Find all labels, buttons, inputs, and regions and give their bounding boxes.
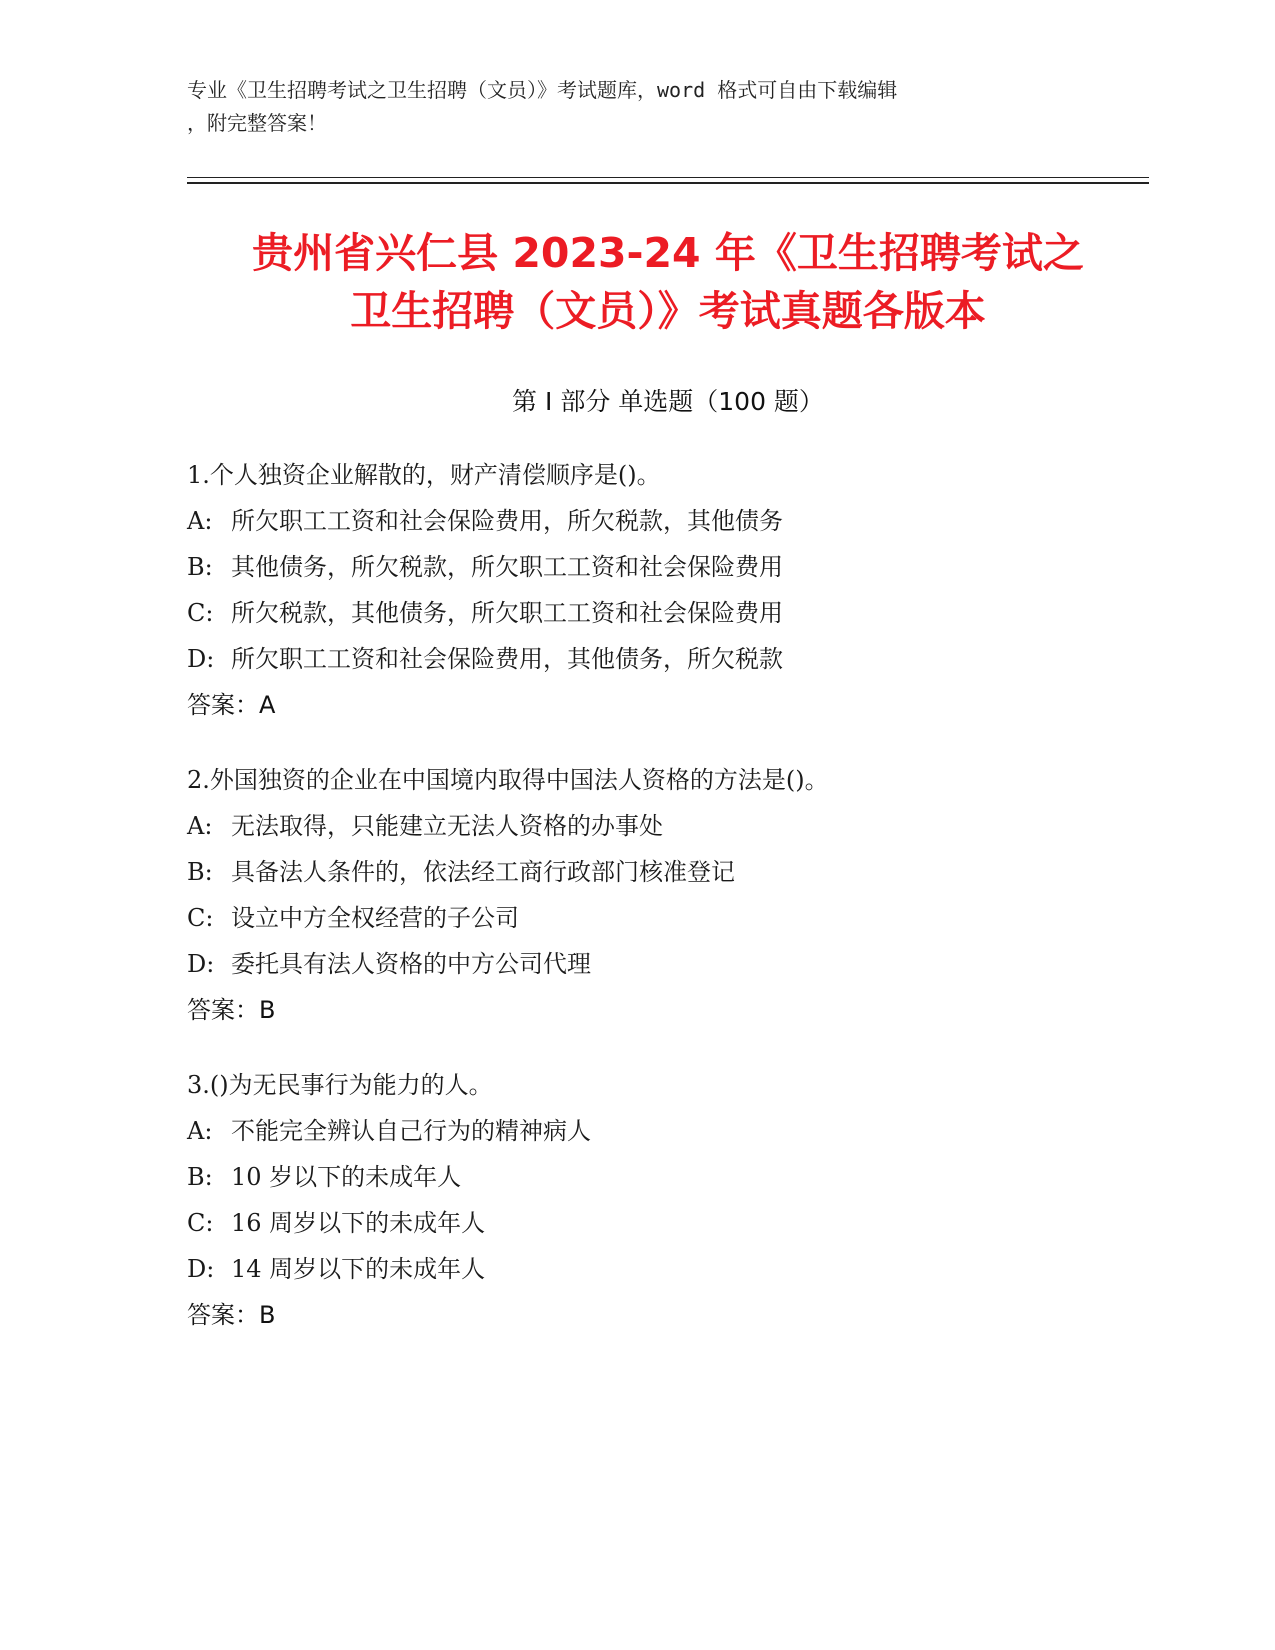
option-text: 设立中方全权经营的子公司	[231, 904, 519, 932]
header-note-line-2: ，附完整答案！	[187, 111, 327, 135]
option-letter: A:	[187, 812, 213, 840]
question-block-3	[187, 1062, 1137, 1338]
option-text: 16 周岁以下的未成年人	[231, 1209, 486, 1237]
document-title-line-2: 卫生招聘（文员）》考试真题各版本	[350, 287, 986, 335]
question-block-1	[187, 452, 1137, 728]
option-b	[187, 544, 1137, 590]
option-text: 所欠职工工资和社会保险费用，所欠税款，其他债务	[231, 507, 783, 535]
section-heading: 第 I 部分 单选题（100 题）	[512, 387, 824, 416]
document-title-line-1: 贵州省兴仁县 2023-24 年《卫生招聘考试之	[252, 229, 1084, 277]
option-letter: C:	[187, 1209, 214, 1237]
option-text: 具备法人条件的，依法经工商行政部门核准登记	[231, 858, 735, 886]
option-d	[187, 1246, 1137, 1292]
question-stem: 1.个人独资企业解散的，财产清偿顺序是()。	[187, 461, 661, 489]
option-a	[187, 1108, 1137, 1154]
option-text: 其他债务，所欠税款，所欠职工工资和社会保险费用	[231, 553, 783, 581]
option-letter: B:	[187, 1163, 213, 1191]
option-letter: B:	[187, 858, 213, 886]
option-letter: D:	[187, 645, 215, 673]
option-c	[187, 590, 1137, 636]
answer-line: 答案：B	[187, 996, 276, 1024]
option-a	[187, 803, 1137, 849]
option-text: 无法取得，只能建立无法人资格的办事处	[231, 812, 663, 840]
option-b	[187, 1154, 1137, 1200]
option-letter: C:	[187, 904, 214, 932]
option-letter: A:	[187, 507, 213, 535]
option-b	[187, 849, 1137, 895]
option-text: 10 岁以下的未成年人	[231, 1163, 462, 1191]
option-text: 不能完全辨认自己行为的精神病人	[231, 1117, 591, 1145]
option-letter: A:	[187, 1117, 213, 1145]
option-text: 委托具有法人资格的中方公司代理	[231, 950, 591, 978]
question-stem: 2.外国独资的企业在中国境内取得中国法人资格的方法是()。	[187, 766, 829, 794]
option-letter: D:	[187, 950, 215, 978]
option-d	[187, 941, 1137, 987]
option-letter: B:	[187, 553, 213, 581]
document-title	[187, 224, 1149, 340]
option-letter: C:	[187, 599, 214, 627]
header-note-line-1: 专业《卫生招聘考试之卫生招聘（文员）》考试题库，word 格式可自由下载编辑	[187, 78, 898, 102]
answer-line: 答案：A	[187, 691, 276, 719]
question-stem: 3.()为无民事行为能力的人。	[187, 1071, 493, 1099]
option-text: 14 周岁以下的未成年人	[231, 1255, 486, 1283]
answer-line: 答案：B	[187, 1301, 276, 1329]
question-block-2	[187, 757, 1137, 1033]
header-divider-thick	[187, 182, 1149, 184]
option-a	[187, 498, 1137, 544]
option-d	[187, 636, 1137, 682]
header-divider-thin	[187, 177, 1149, 178]
header-note	[187, 74, 1087, 140]
option-text: 所欠职工工资和社会保险费用，其他债务，所欠税款	[231, 645, 783, 673]
option-text: 所欠税款，其他债务，所欠职工工资和社会保险费用	[231, 599, 783, 627]
option-letter: D:	[187, 1255, 215, 1283]
option-c	[187, 895, 1137, 941]
option-c	[187, 1200, 1137, 1246]
